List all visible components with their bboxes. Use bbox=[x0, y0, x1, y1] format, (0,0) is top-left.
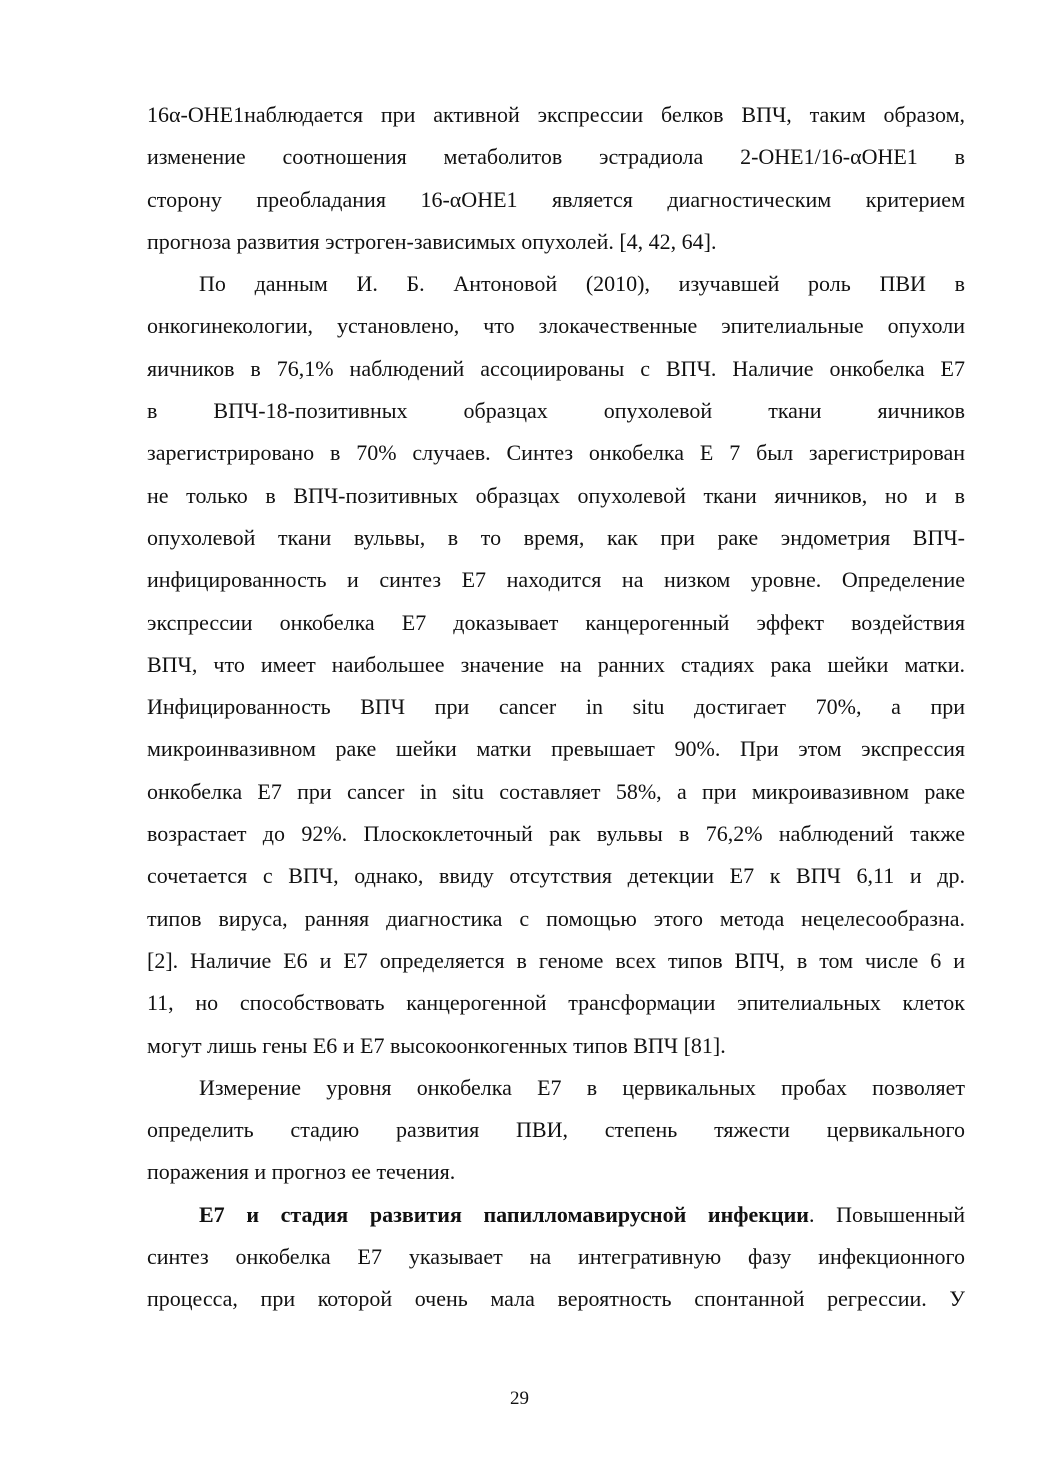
text-line: [2]. Наличие Е6 и Е7 определяется в геноме всех типов ВПЧ, в том числе 6 и bbox=[147, 947, 965, 973]
text-line: прогноза развития эстроген-зависимых опухолей. [4, 42, 64]. bbox=[147, 228, 717, 254]
text-line: типов вируса, ранняя диагностика с помощью этого метода нецелесообразна. bbox=[147, 905, 965, 931]
text-line: сторону преобладания 16-αOHE1 является диагностическим критерием bbox=[147, 186, 965, 212]
text-line: Инфицированность ВПЧ при cancer in situ достигает 70%, а при bbox=[147, 694, 965, 720]
paragraph-2 bbox=[147, 263, 965, 1067]
text-line: 16α-OHE1наблюдается при активной экспрессии белков ВПЧ, таким образом, bbox=[147, 102, 965, 127]
text-line bbox=[147, 1194, 965, 1236]
text-line: инфицированность и синтез Е7 находится на низком уровне. Определение bbox=[147, 567, 965, 593]
text-line: 11, но способствовать канцерогенной трансформации эпителиальных клеток bbox=[147, 990, 965, 1016]
text-line: По данным И. Б. Антоновой (2010), изучавшей роль ПВИ в bbox=[199, 271, 965, 297]
text-line: зарегистрировано в 70% случаев. Синтез онкобелка Е 7 был зарегистрирован bbox=[147, 440, 965, 466]
text-line: возрастает до 92%. Плоскоклеточный рак вульвы в 76,2% наблюдений также bbox=[147, 821, 965, 847]
text-line: онкогинекологии, установлено, что злокачественные эпителиальные опухоли bbox=[147, 313, 965, 339]
text-line: микроинвазивном раке шейки матки превышает 90%. При этом экспрессия bbox=[147, 736, 965, 762]
text-line: не только в ВПЧ-позитивных образцах опухолевой ткани яичников, но и в bbox=[147, 482, 965, 508]
paragraph-3 bbox=[147, 1067, 965, 1194]
text-line: изменение соотношения метаболитов эстрадиола 2-OHE1/16-αOHE1 в bbox=[147, 144, 965, 170]
text-line: ВПЧ, что имеет наибольшее значение на ранних стадиях рака шейки матки. bbox=[147, 651, 965, 677]
document-page bbox=[147, 94, 965, 1321]
text-line: экспрессии онкобелка Е7 доказывает канцерогенный эффект воздействия bbox=[147, 609, 965, 635]
paragraph-4 bbox=[147, 1194, 965, 1321]
text-line: яичников в 76,1% наблюдений ассоциированы с ВПЧ. Наличие онкобелка Е7 bbox=[147, 355, 965, 381]
text-line: Измерение уровня онкобелка Е7 в цервикальных пробах позволяет bbox=[199, 1074, 965, 1100]
text-line: процесса, при которой очень мала вероятность спонтанной регрессии. У bbox=[147, 1286, 965, 1312]
text-line: онкобелка Е7 при cancer in situ составляет 58%, а при микроивазивном раке bbox=[147, 778, 965, 804]
page-number: 29 bbox=[510, 1388, 529, 1409]
text-line: могут лишь гены Е6 и Е7 высокоонкогенных типов ВПЧ [81]. bbox=[147, 1032, 726, 1058]
text-line: сочетается с ВПЧ, однако, ввиду отсутствия детекции Е7 к ВПЧ 6,11 и др. bbox=[147, 863, 965, 889]
heading-continuation: . Повышенный bbox=[808, 1201, 965, 1227]
text-line: определить стадию развития ПВИ, степень тяжести цервикального bbox=[147, 1117, 965, 1143]
paragraph-1 bbox=[147, 94, 965, 263]
text-line: синтез онкобелка Е7 указывает на интегративную фазу инфекционного bbox=[147, 1244, 965, 1270]
text-line: опухолевой ткани вульвы, в то время, как при раке эндометрия ВПЧ- bbox=[147, 524, 965, 550]
text-line: в ВПЧ-18-позитивных образцах опухолевой ткани яичников bbox=[147, 398, 965, 424]
text-line: поражения и прогноз ее течения. bbox=[147, 1159, 456, 1185]
section-heading: Е7 и стадия развития папилломавирусной инфекции bbox=[199, 1201, 809, 1227]
